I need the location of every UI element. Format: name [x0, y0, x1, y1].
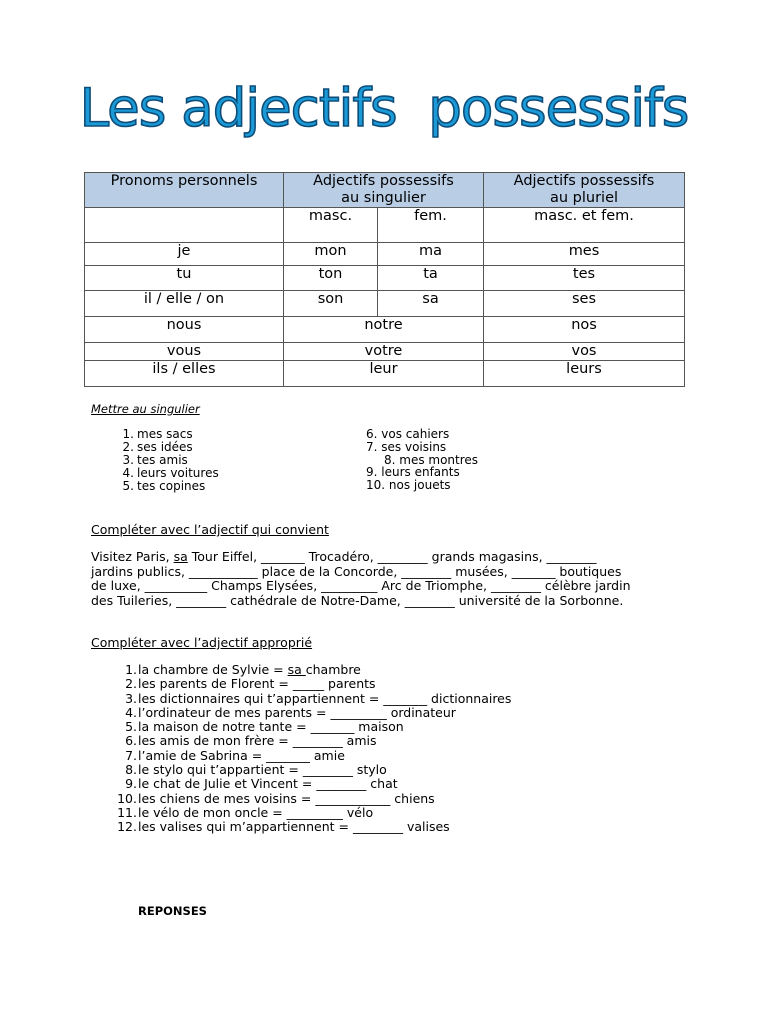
section-appropriate-heading: Compléter avec l’adjectif approprié	[91, 635, 313, 650]
list-item: 7. ses voisins	[366, 440, 447, 454]
table-row: il / elle / on son sa ses	[85, 291, 685, 317]
list-item: 8. mes montres	[384, 453, 479, 467]
table-header-row	[85, 173, 685, 208]
header-personal-pronouns: Pronoms personnels	[85, 173, 284, 208]
list-item: 10. nos jouets	[366, 478, 451, 492]
header-adjectives-plural: Adjectifs possessifs au pluriel	[484, 173, 685, 208]
possessive-table	[84, 172, 685, 387]
table-row: ils / elles leur leurs	[85, 361, 685, 387]
list-item: 9. leurs enfants	[366, 465, 460, 479]
list-item: 6. vos cahiers	[366, 427, 450, 441]
section-fill-heading: Compléter avec l’adjectif qui convient	[91, 522, 329, 537]
table-row: tu ton ta tes	[85, 266, 685, 291]
header-adjectives-singular: Adjectifs possessifs au singulier	[284, 173, 484, 208]
answers-heading: REPONSES	[138, 904, 207, 918]
subheader-plural: masc. et fem.	[484, 208, 685, 243]
table-row: vous votre vos	[85, 343, 685, 361]
table-subheader-row	[85, 208, 685, 243]
subheader-fem: fem.	[378, 208, 484, 243]
table-row: nous notre nos	[85, 317, 685, 343]
subheader-masc: masc.	[284, 208, 378, 243]
table-row: je mon ma mes	[85, 243, 685, 266]
fill-paragraph: Visitez Paris, sa Tour Eiffel, _______ Trocadéro, ________ grands magasins, ________ jardins publics, ___________ place de la Concorde, ________ musées, _______ boutiques de luxe, __________ Champs Elysées, _________ Arc de Triomphe, ________ célèbre jardin des Tuileries, ________ cathédrale de Notre-Dame, ________ université de la Sorbonne.	[91, 549, 631, 608]
page-title: Les adjectifs possessifs	[79, 78, 689, 139]
section-singular-heading: Mettre au singulier	[91, 402, 200, 416]
